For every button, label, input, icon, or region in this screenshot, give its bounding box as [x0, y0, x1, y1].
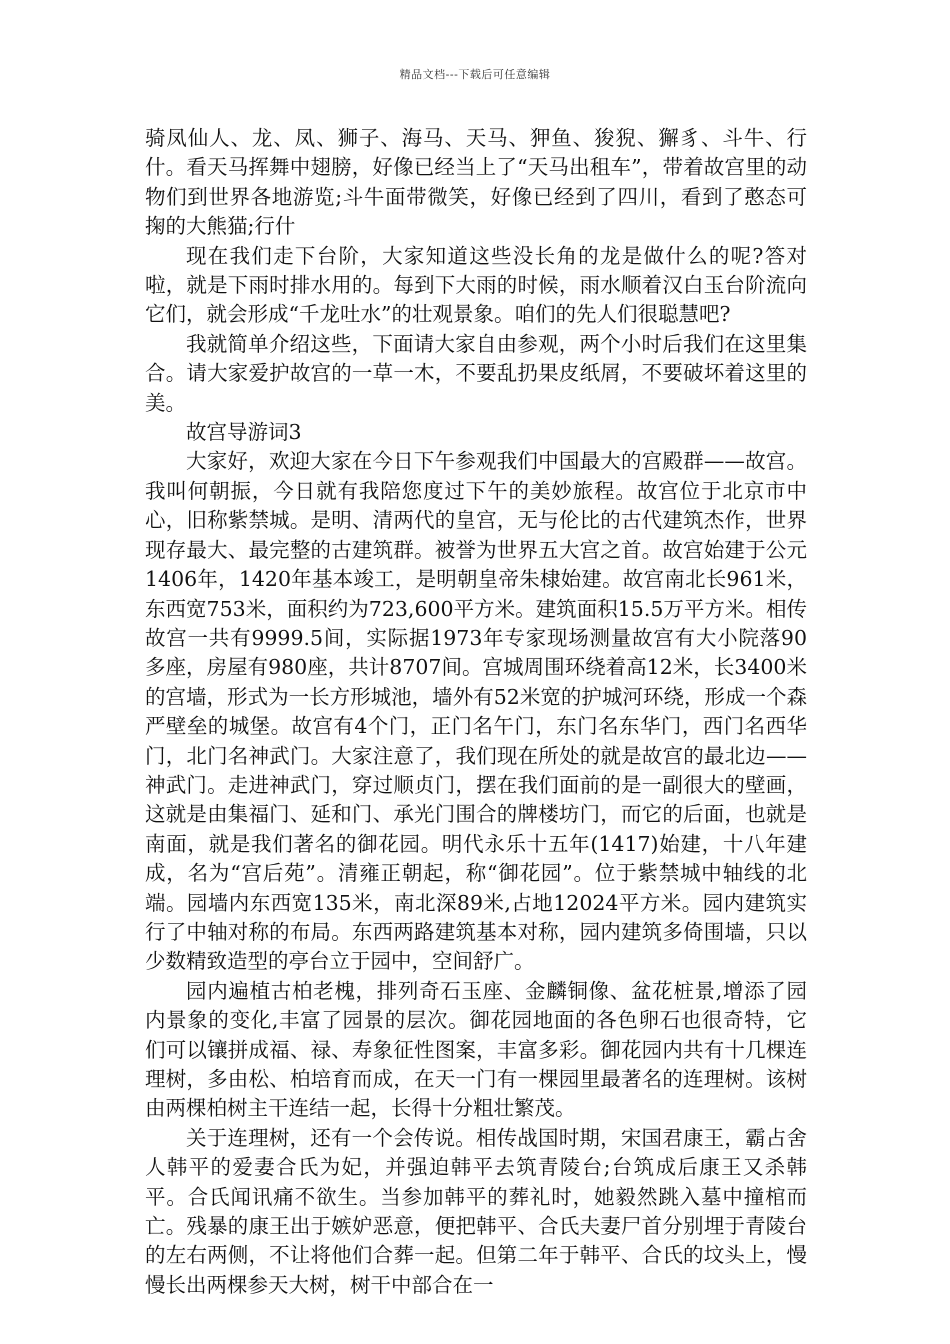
document-body [145, 124, 807, 1300]
page-header: 精品文档---下载后可任意编辑 [399, 68, 551, 81]
paragraph-1: 骑凤仙人、龙、凤、狮子、海马、天马、狎鱼、狻猊、獬豸、斗牛、行什。看天马挥舞中翅膀，好像已经当上了“天马出租车”，带着故宫里的动物们到世界各地游览;斗牛面带微笑，好像已经到了四川，看到了憨态可掬的大熊猫;行什 [145, 126, 807, 239]
paragraph-6: 关于连理树，还有一个会传说。相传战国时期，宋国君康王，霸占舍人韩平的爱妻合氏为妃，并强迫韩平去筑青陵台;台筑成后康王又杀韩平。合氏闻讯痛不欲生。当参加韩平的葬礼时，她毅然跳入墓中撞棺而亡。残暴的康王出于嫉妒恶意，便把韩平、合氏夫妻尸首分别埋于青陵台的左右两侧，不让将他们合葬一起。但第二年于韩平、合氏的坟头上，慢慢长出两棵参天大树，树干中部合在一 [145, 1125, 807, 1297]
paragraph-3: 我就简单介绍这些，下面请大家自由参观，两个小时后我们在这里集合。请大家爱护故宫的一草一木，不要乱扔果皮纸屑，不要破坏着这里的美。 [145, 331, 807, 415]
paragraph-5: 园内遍植古柏老槐，排列奇石玉座、金麟铜像、盆花桩景,增添了园内景象的变化,丰富了园景的层次。御花园地面的各色卵石也很奇特，它们可以镶拼成福、禄、寿象征性图案，丰富多彩。御花园内共有十几棵连理树，多由松、柏培育而成，在天一门有一棵园里最著名的连理树。该树由两棵柏树主干连结一起，长得十分粗壮繁茂。 [145, 978, 807, 1121]
paragraph-2: 现在我们走下台阶，大家知道这些没长角的龙是做什么的呢?答对啦，就是下雨时排水用的。每到下大雨的时候，雨水顺着汉白玉台阶流向它们，就会形成“千龙吐水”的壮观景象。咱们的先人们很聪慧吧? [145, 243, 807, 327]
paragraph-4: 大家好，欢迎大家在今日下午参观我们中国最大的宫殿群——故宫。我叫何朝振，今日就有我陪您度过下午的美妙旅程。故宫位于北京市中心，旧称紫禁城。是明、清两代的皇宫，无与伦比的古代建筑杰作，世界现存最大、最完整的古建筑群。被誉为世界五大宫之首。故宫始建于公元1406年，1420年基本竣工，是明朝皇帝朱棣始建。故宫南北长961米，东西宽753米，面积约为723,600平方米。建筑面积15.5万平方米。相传故宫一共有9999.5间，实际据1973年专家现场测量故宫有大小院落90多座，房屋有980座，共计8707间。宫城周围环绕着高12米，长3400米的宫墙，形式为一长方形城池，墙外有52米宽的护城河环绕，形成一个森严壁垒的城堡。故宫有4个门，正门名午门，东门名东华门，西门名西华门，北门名神武门。大家注意了，我们现在所处的就是故宫的最北边——神武门。走进神武门，穿过顺贞门，摆在我们面前的是一副很大的壁画，这就是由集福门、延和门、承光门围合的牌楼坊门，而它的后面，也就是南面，就是我们著名的御花园。明代永乐十五年(1417)始建，十八年建成，名为“宫后苑”。清雍正朝起，称“御花园”。位于紫禁城中轴线的北端。园墙内东西宽135米，南北深89米,占地12024平方米。园内建筑实行了中轴对称的布局。东西两路建筑基本对称，园内建筑多倚围墙，只以少数精致造型的亭台立于园中，空间舒广。 [145, 449, 807, 974]
section-heading: 故宫导游词3 [186, 420, 302, 445]
